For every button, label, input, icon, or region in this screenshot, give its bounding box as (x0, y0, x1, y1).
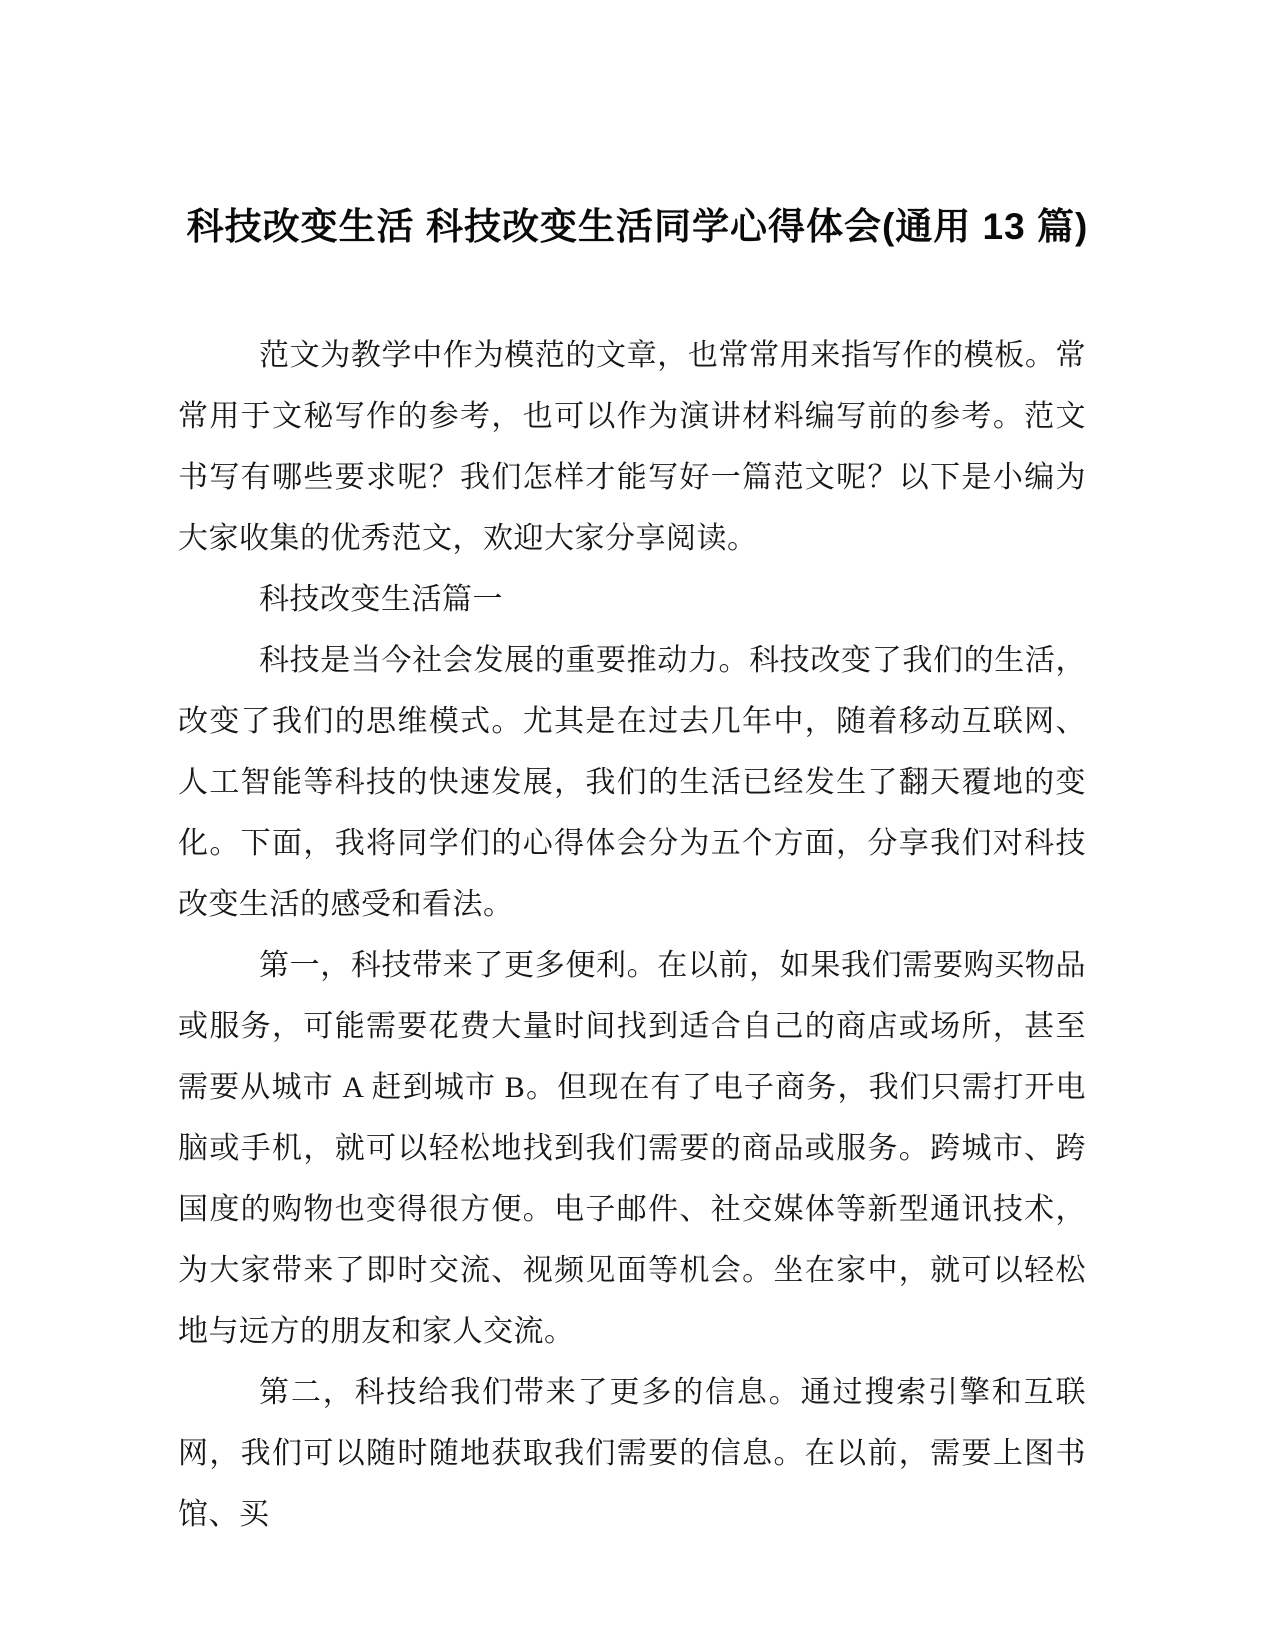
body-paragraph-intro: 范文为教学中作为模范的文章，也常常用来指写作的模板。常常用于文秘写作的参考，也可以作为演讲材料编写前的参考。范文书写有哪些要求呢？我们怎样才能写好一篇范文呢？以下是小编为大家收集的优秀范文，欢迎大家分享阅读。 (178, 339, 1086, 555)
document-body (178, 325, 1086, 1545)
body-paragraph-overview: 科技是当今社会发展的重要推动力。科技改变了我们的生活，改变了我们的思维模式。尤其是在过去几年中，随着移动互联网、人工智能等科技的快速发展，我们的生活已经发生了翻天覆地的变化。下面，我将同学们的心得体会分为五个方面，分享我们对科技改变生活的感受和看法。 (178, 644, 1086, 921)
body-paragraph-point-one: 第一，科技带来了更多便利。在以前，如果我们需要购买物品或服务，可能需要花费大量时间找到适合自己的商店或场所，甚至需要从城市 A 赶到城市 B。但现在有了电子商务，我们只需打开电脑或手机，就可以轻松地找到我们需要的商品或服务。跨城市、跨国度的购物也变得很方便。电子邮件、社交媒体等新型通讯技术，为大家带来了即时交流、视频见面等机会。坐在家中，就可以轻松地与远方的朋友和家人交流。 (178, 949, 1086, 1348)
body-paragraph-section-heading: 科技改变生活篇一 (259, 583, 503, 616)
body-paragraph-point-two: 第二，科技给我们带来了更多的信息。通过搜索引擎和互联网，我们可以随时随地获取我们需要的信息。在以前，需要上图书馆、买 (178, 1376, 1086, 1531)
document-title: 科技改变生活 科技改变生活同学心得体会(通用 13 篇) (186, 206, 1089, 247)
